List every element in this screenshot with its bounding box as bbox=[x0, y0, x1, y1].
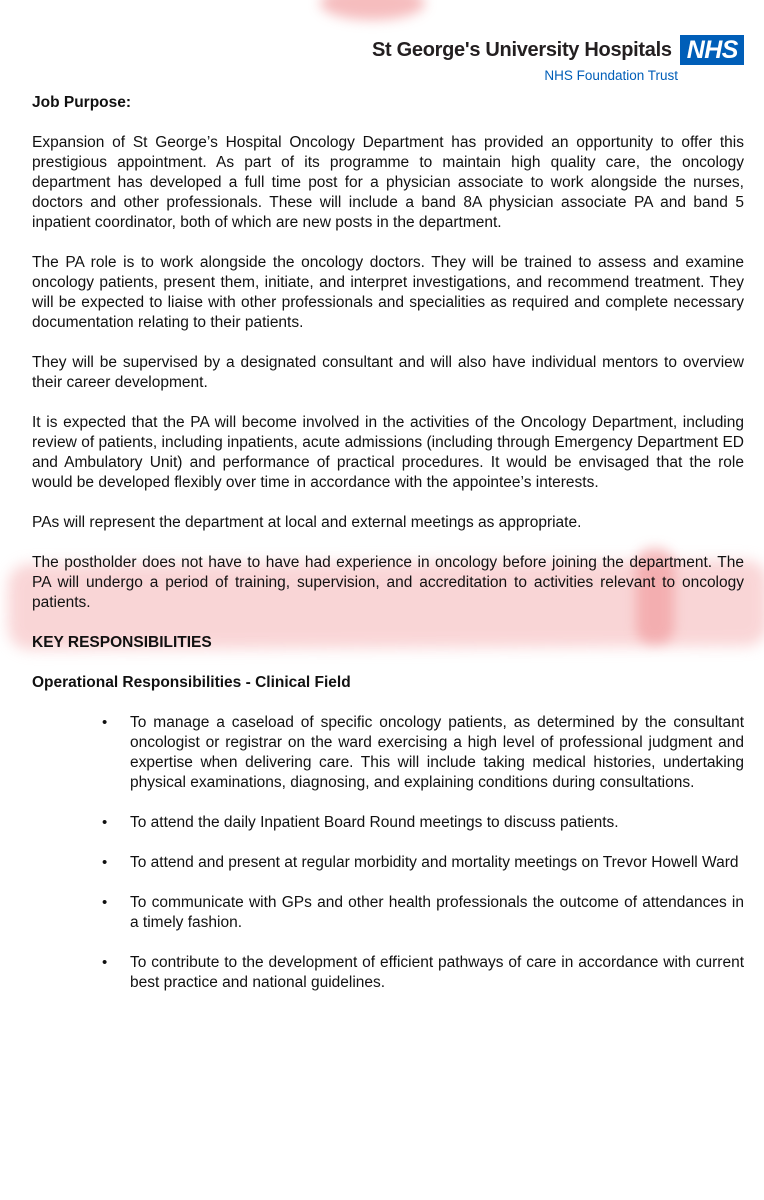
list-item bbox=[32, 893, 744, 933]
list-item-text: To manage a caseload of specific oncology patients, as determined by the consultant oncologist or registrar on the ward exercising a high level of professional judgment and expertise when delivering care. This will include taking medical histories, undertaking physical examinations, diagnosing, and explaining conditions during consultations. bbox=[130, 714, 744, 791]
paragraph: Expansion of St George’s Hospital Oncology Department has provided an opportunity to offer this prestigious appointment. As part of its programme to maintain high quality care, the oncology department has developed a full time post for a physician associate to work alongside the nurses, doctors and other professionals. These will include a band 8A physician associate PA and band 5 inpatient coordinator, both of which are new posts in the department. bbox=[32, 134, 744, 231]
nhs-badge: NHS bbox=[680, 35, 744, 65]
logo-org-name: St George's University Hospitals bbox=[372, 38, 672, 61]
logo-trust-line: NHS Foundation Trust bbox=[544, 68, 678, 83]
list-item-text: To communicate with GPs and other health professionals the outcome of attendances in a timely fashion. bbox=[130, 894, 744, 931]
paragraph: PAs will represent the department at local and external meetings as appropriate. bbox=[32, 514, 582, 531]
job-purpose-heading: Job Purpose: bbox=[32, 94, 132, 111]
responsibilities-list bbox=[32, 713, 744, 993]
bullet-icon: • bbox=[102, 814, 108, 831]
paragraph: They will be supervised by a designated consultant and will also have individual mentors to overview their career development. bbox=[32, 354, 744, 391]
list-item bbox=[32, 713, 744, 793]
operational-responsibilities-subheading: Operational Responsibilities - Clinical Field bbox=[32, 674, 351, 691]
bullet-icon: • bbox=[102, 714, 108, 731]
document-body bbox=[32, 93, 744, 1013]
paragraph: It is expected that the PA will become involved in the activities of the Oncology Department, including review of patients, including inpatients, acute admissions (including through Emergency Department ED and Ambulatory Unit) and performance of practical procedures. It would be envisaged that the role would be developed flexibly over time in accordance with the appointee’s interests. bbox=[32, 414, 744, 491]
bullet-icon: • bbox=[102, 954, 108, 971]
nhs-trust-logo bbox=[372, 35, 744, 83]
key-responsibilities-heading: KEY RESPONSIBILITIES bbox=[32, 634, 212, 651]
highlighter-mark-top bbox=[320, 0, 425, 20]
list-item-text: To attend the daily Inpatient Board Round meetings to discuss patients. bbox=[130, 814, 619, 831]
bullet-icon: • bbox=[102, 894, 108, 911]
list-item bbox=[32, 813, 744, 833]
list-item bbox=[32, 853, 744, 873]
list-item bbox=[32, 953, 744, 993]
list-item-text: To attend and present at regular morbidity and mortality meetings on Trevor Howell Ward bbox=[130, 854, 739, 871]
bullet-icon: • bbox=[102, 854, 108, 871]
paragraph: The PA role is to work alongside the oncology doctors. They will be trained to assess and examine oncology patients, present them, initiate, and interpret investigations, and recommend treatment. They will be expected to liaise with other professionals and specialities as required and complete necessary documentation relating to their patients. bbox=[32, 254, 744, 331]
list-item-text: To contribute to the development of efficient pathways of care in accordance with current best practice and national guidelines. bbox=[130, 954, 744, 991]
highlighted-paragraph: The postholder does not have to have had experience in oncology before joining the department. The PA will undergo a period of training, supervision, and accreditation to activities relevant to oncology patients. bbox=[32, 554, 744, 611]
